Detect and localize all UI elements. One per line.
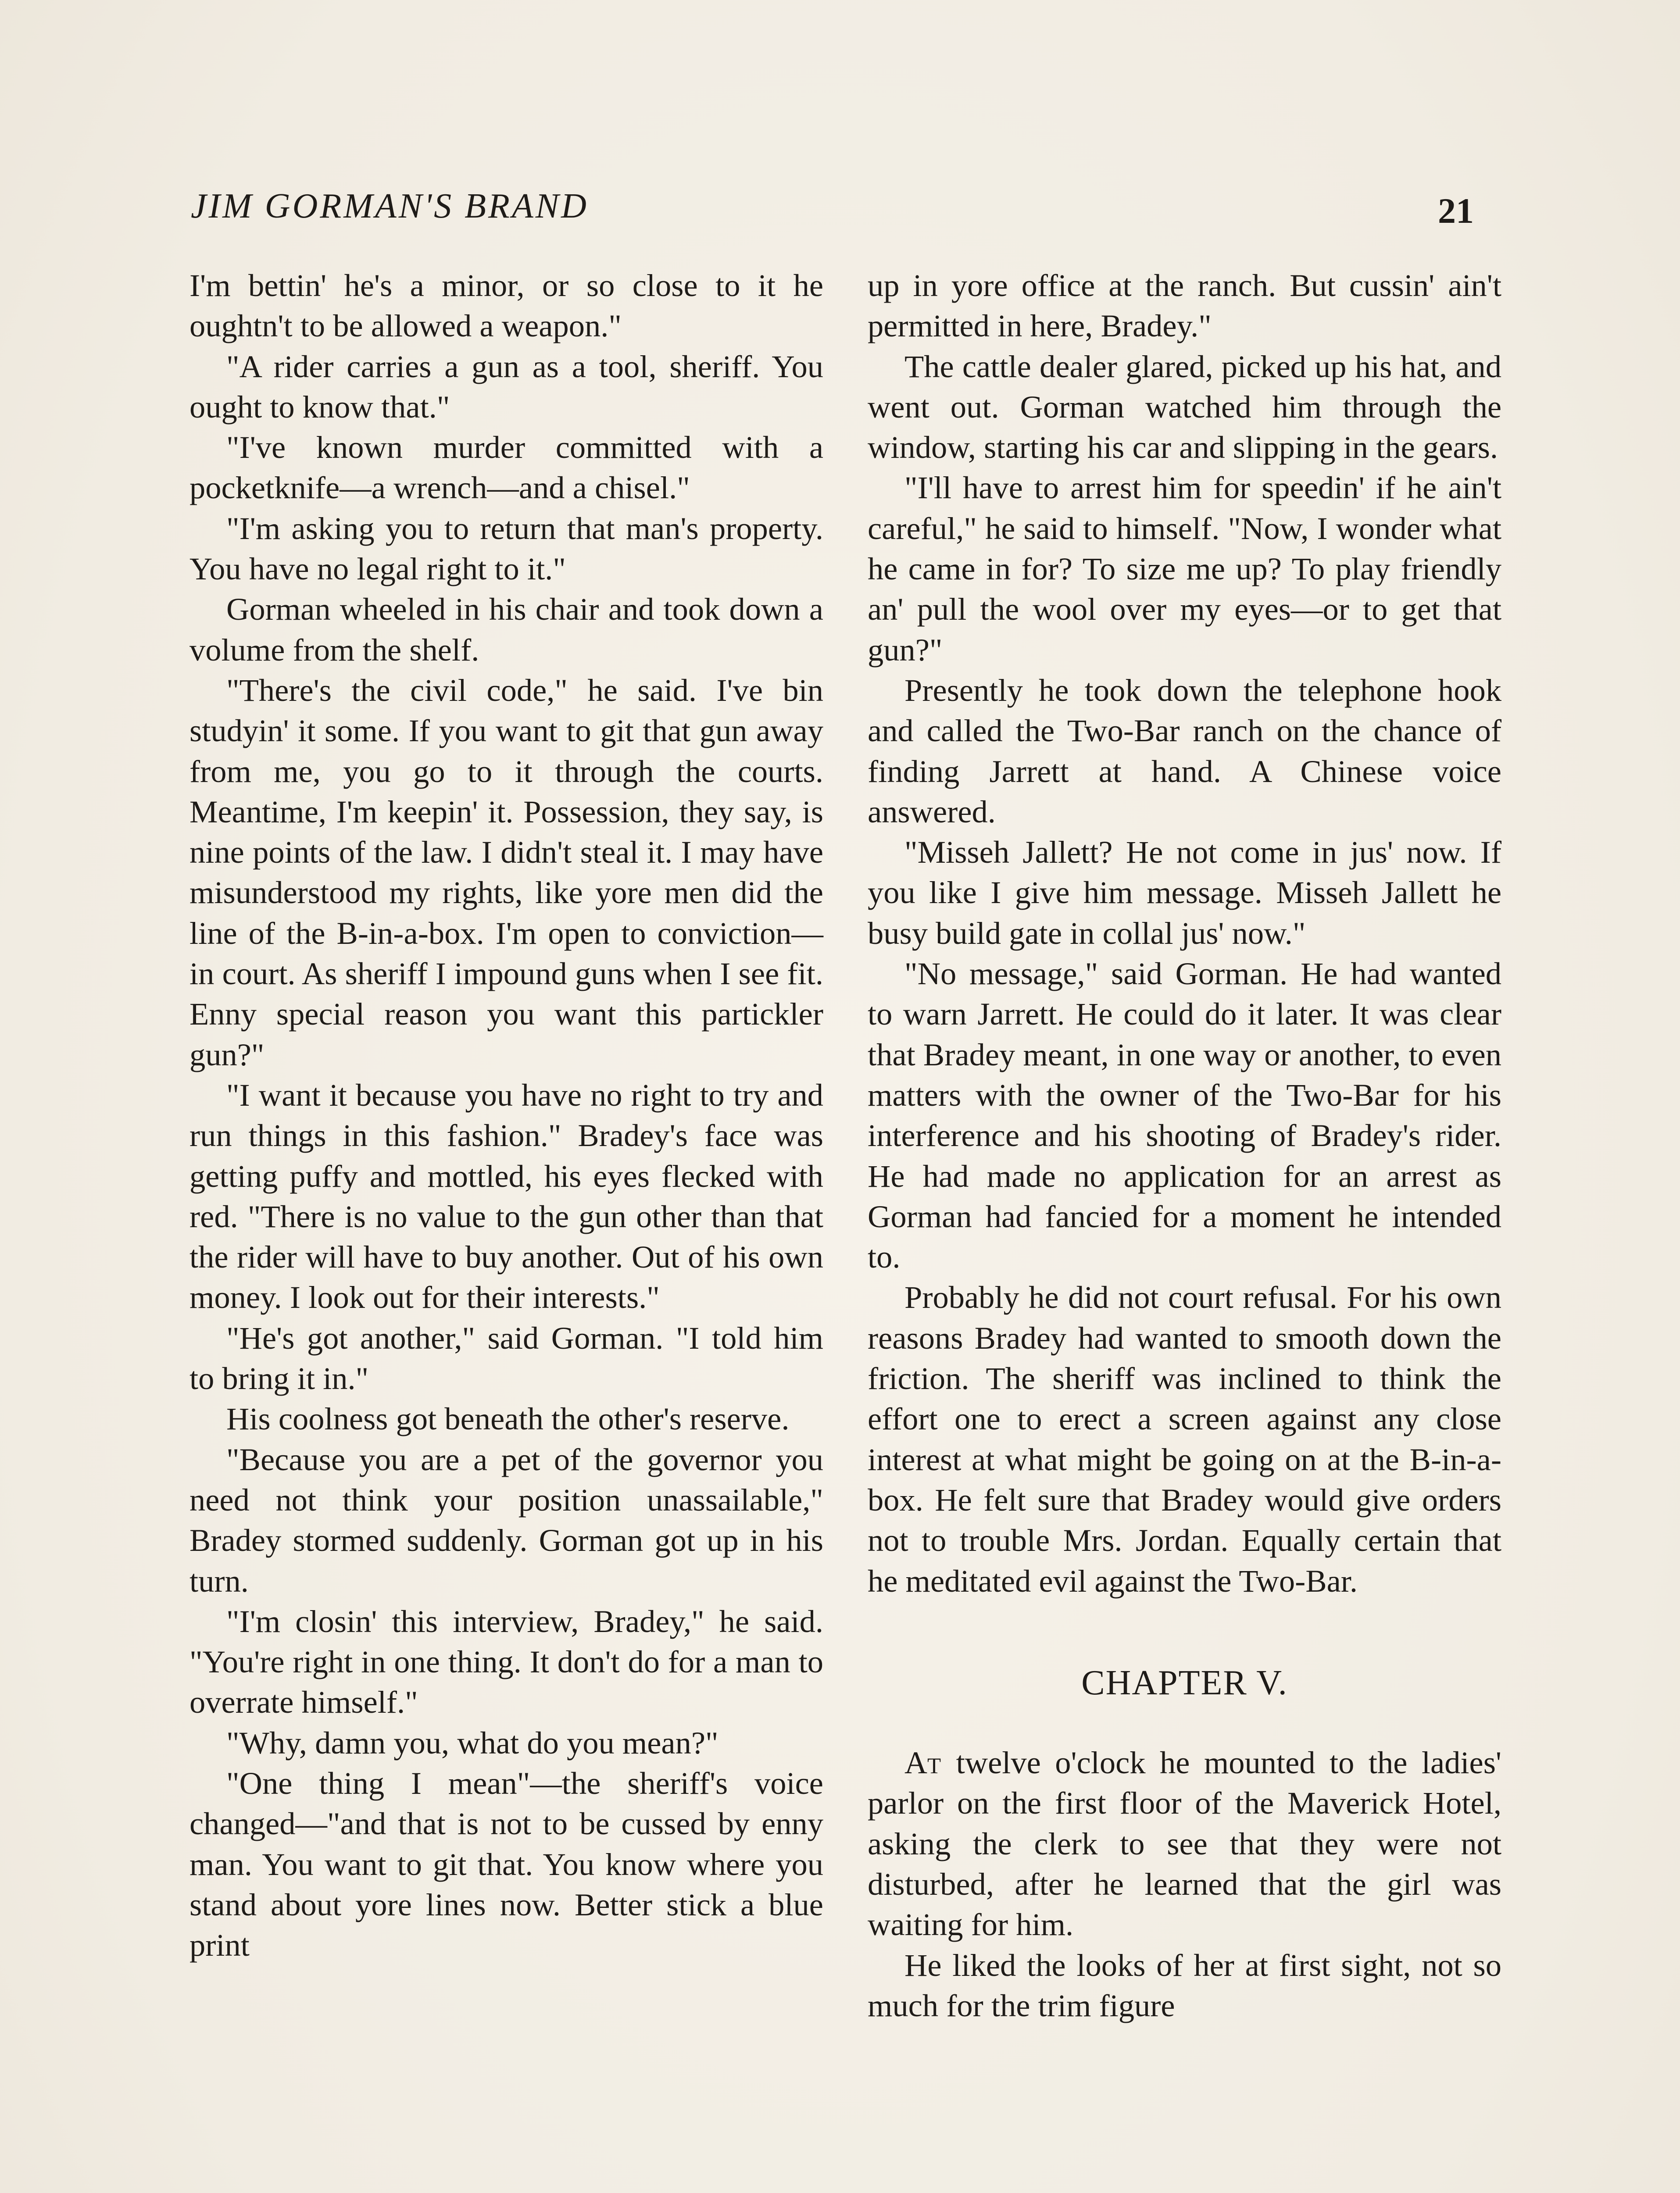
page-number: 21: [1438, 191, 1474, 231]
paragraph: Probably he did not court refusal. For his own reasons Bradey had wanted to smooth down the friction. The sheriff was inclined to think the effort one to erect a screen against any close interest at what might be going on at the B-in-a-box. He felt sure that Bradey would give orders not to trouble Mrs. Jordan. Equally certain that he meditated evil against the Two-Bar.: [868, 1279, 1501, 1599]
paragraph: Gorman wheeled in his chair and took down a volume from the shelf.: [189, 591, 823, 668]
paragraph: "Because you are a pet of the governor you need not think your position unassailable," Bradey stormed suddenly. Gorman got up in his turn.: [189, 1441, 823, 1599]
paragraph: "I'm asking you to return that man's property. You have no legal right to it.": [189, 510, 823, 587]
right-text-column: [868, 265, 1501, 2026]
paragraph: His coolness got beneath the other's reserve.: [226, 1401, 790, 1437]
paragraph: up in yore office at the ranch. But cussin' ain't permitted in here, Bradey.": [868, 268, 1501, 344]
paragraph: "There's the civil code," he said. I've bin studyin' it some. If you want to git that gun away from me, you go to it through the courts. Meantime, I'm keepin' it. Possession, they say, is nine points of the law. I didn't steal it. I may have misunderstood my rights, like yore men did the line of the B-in-a-box. I'm open to conviction—in court. As sheriff I impound guns when I see fit. Enny special reason you want this partickler gun?": [189, 672, 823, 1072]
paragraph: "I'll have to arrest him for speedin' if he ain't careful," he said to himself. "Now, I wonder what he came in for? To size me up? To play friendly an' pull the wool over my eyes—or to get that gun?": [868, 470, 1501, 668]
chapter-heading: CHAPTER V.: [1081, 1663, 1288, 1702]
opening-text: twelve o'clock he mounted to the ladies' parlor on the first floor of the Maverick Hotel, asking the clerk to see that they were not disturbed, after he learned that the girl was waiting for him.: [868, 1745, 1501, 1943]
paragraph: "A rider carries a gun as a tool, sheriff. You ought to know that.": [189, 348, 823, 425]
paragraph: "He's got another," said Gorman. "I told him to bring it in.": [189, 1320, 823, 1397]
paragraph: "I've known murder committed with a pocketknife—a wrench—and a chisel.": [189, 429, 823, 506]
paragraph: I'm bettin' he's a minor, or so close to it he oughtn't to be allowed a weapon.": [189, 268, 823, 344]
paragraph: "One thing I mean"—the sheriff's voice changed—"and that is not to be cussed by enny man. You want to git that. You know where you stand about yore lines now. Better stick a blue print: [189, 1765, 823, 1963]
lead-small-caps: t: [927, 1745, 942, 1781]
running-title: JIM GORMAN'S BRAND: [191, 187, 589, 225]
paragraph: "I'm closin' this interview, Bradey," he said. "You're right in one thing. It don't do for a man to overrate himself.": [189, 1603, 823, 1720]
paragraph: "Why, damn you, what do you mean?": [226, 1725, 718, 1761]
paragraph: "I want it because you have no right to try and run things in this fashion." Bradey's face was getting puffy and mottled, his eyes flecked with red. "There is no value to the gun other than that the rider will have to buy another. Out of his own money. I look out for their interests.": [189, 1077, 823, 1315]
paragraph: "No message," said Gorman. He had wanted to warn Jarrett. He could do it later. It was clear that Bradey meant, in one way or another, to even matters with the owner of the Two-Bar for his interference and his shooting of Bradey's rider. He had made no application for an arrest as Gorman had fancied for a moment he intended to.: [868, 956, 1501, 1275]
paragraph: The cattle dealer glared, picked up his hat, and went out. Gorman watched him through the window, starting his car and slipping in the gears.: [868, 348, 1501, 465]
paragraph: He liked the looks of her at first sight, not so much for the trim figure: [868, 1947, 1501, 2023]
paragraph: "Misseh Jallett? He not come in jus' now. If you like I give him message. Misseh Jallett he busy build gate in collal jus' now.": [868, 834, 1501, 951]
chapter-opening-paragraph: [868, 1743, 1501, 1945]
paragraph: Presently he took down the telephone hook and called the Two-Bar ranch on the chance of finding Jarrett at hand. A Chinese voice answered.: [868, 672, 1501, 829]
left-text-column: [189, 265, 823, 1965]
lead-capital: A: [904, 1745, 927, 1781]
